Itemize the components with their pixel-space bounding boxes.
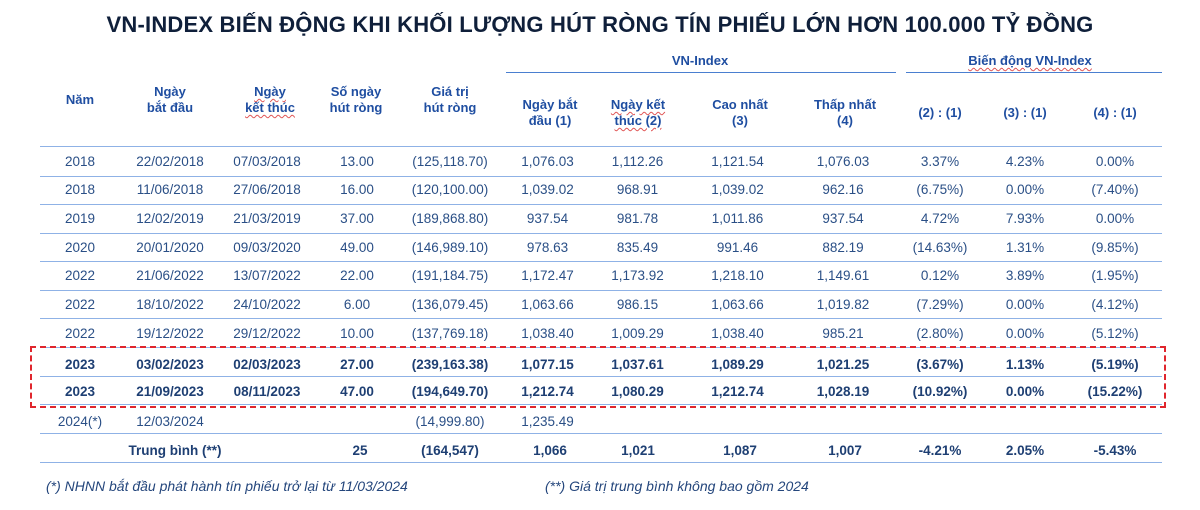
- cell-ngay-ket-thuc: 13/07/2022: [233, 268, 301, 283]
- cell-thap-nhat: 1,021.25: [816, 357, 870, 372]
- cell-nam: 2022: [64, 326, 96, 341]
- page-title: VN-INDEX BIẾN ĐỘNG KHI KHỐI LƯỢNG HÚT RÒNG TÍN PHIẾU LỚN HƠN 100.000 TỶ ĐỒNG: [106, 12, 1094, 37]
- highlight-box: [30, 346, 1166, 408]
- average-thap: 1,007: [828, 443, 862, 458]
- header-ratio-41: (4) : (1): [1093, 105, 1137, 120]
- cell-nam: 2023: [64, 384, 96, 399]
- cell-so-ngay: 27.00: [340, 357, 374, 372]
- cell-ratio-41: (9.85%): [1091, 240, 1139, 255]
- header-group-vnindex: VN-Index: [671, 53, 729, 68]
- average-r41: -5.43%: [1093, 443, 1137, 458]
- row-divider: [40, 290, 1162, 291]
- cell-thap-nhat: 1,019.82: [816, 297, 870, 312]
- row-divider: [40, 433, 1162, 434]
- cell-ngay-bat-dau: 12/03/2024: [136, 414, 204, 429]
- cell-ratio-31: 7.93%: [1005, 211, 1045, 226]
- cell-ngay-bat-dau: 18/10/2022: [136, 297, 204, 312]
- cell-vn-ngay-bat-dau: 1,076.03: [521, 154, 574, 169]
- header-ngay-bat-dau: Ngày bắt đầu: [146, 84, 194, 115]
- cell-cao-nhat: 1,121.54: [711, 154, 764, 169]
- cell-ratio-21: 0.12%: [920, 268, 960, 283]
- cell-ratio-41: (15.22%): [1087, 384, 1143, 399]
- average-cao: 1,087: [723, 443, 757, 458]
- cell-nam: 2018: [64, 182, 96, 197]
- cell-cao-nhat: 1,011.86: [711, 211, 764, 226]
- average-label: Trung bình (**): [128, 443, 222, 458]
- cell-ngay-bat-dau: 12/02/2019: [136, 211, 204, 226]
- cell-so-ngay: 10.00: [340, 326, 374, 341]
- cell-ngay-ket-thuc: 08/11/2023: [233, 384, 301, 399]
- cell-ngay-bat-dau: 20/01/2020: [136, 240, 204, 255]
- cell-thap-nhat: 1,149.61: [816, 268, 870, 283]
- cell-gia-tri: (191,184.75): [411, 268, 489, 283]
- cell-vn-ngay-bat-dau: 1,235.49: [521, 414, 574, 429]
- cell-thap-nhat: 1,076.03: [816, 154, 870, 169]
- cell-ratio-41: (5.12%): [1091, 326, 1139, 341]
- cell-vn-ngay-bat-dau: 1,077.15: [521, 357, 574, 372]
- cell-ngay-ket-thuc: 02/03/2023: [233, 357, 301, 372]
- cell-nam: 2024(*): [57, 414, 103, 429]
- header-nam: Năm: [65, 92, 95, 107]
- cell-vn-ngay-ket-thuc: 835.49: [616, 240, 659, 255]
- cell-ngay-ket-thuc: 09/03/2020: [233, 240, 301, 255]
- cell-ngay-ket-thuc: 29/12/2022: [233, 326, 301, 341]
- average-r31: 2.05%: [1005, 443, 1045, 458]
- cell-thap-nhat: 882.19: [822, 240, 864, 255]
- cell-gia-tri: (146,989.10): [411, 240, 489, 255]
- cell-ratio-21: (6.75%): [916, 182, 964, 197]
- cell-so-ngay: 37.00: [340, 211, 374, 226]
- cell-gia-tri: (137,769.18): [411, 326, 489, 341]
- cell-thap-nhat: 985.21: [822, 326, 864, 341]
- cell-so-ngay: 13.00: [340, 154, 374, 169]
- cell-so-ngay: 16.00: [340, 182, 374, 197]
- cell-ratio-41: (1.95%): [1091, 268, 1139, 283]
- row-divider: [40, 261, 1162, 262]
- average-vn-bd: 1,066: [533, 443, 567, 458]
- cell-ratio-31: 0.00%: [1005, 326, 1045, 341]
- cell-ngay-bat-dau: 11/06/2018: [136, 182, 204, 197]
- row-divider: [40, 204, 1162, 205]
- footnote-right: (**) Giá trị trung bình không bao gồm 2024: [545, 478, 809, 494]
- cell-ratio-31: 4.23%: [1005, 154, 1045, 169]
- group-line-vnindex: [506, 72, 896, 73]
- cell-ratio-41: (4.12%): [1091, 297, 1139, 312]
- average-vn-kt: 1,021: [621, 443, 655, 458]
- cell-ngay-ket-thuc: 24/10/2022: [233, 297, 301, 312]
- cell-ratio-31: 0.00%: [1005, 182, 1045, 197]
- cell-so-ngay: 47.00: [340, 384, 374, 399]
- cell-ratio-31: 3.89%: [1005, 268, 1045, 283]
- header-group-biendong: Biến động VN-Index: [968, 53, 1092, 68]
- cell-nam: 2020: [64, 240, 96, 255]
- header-ngay-ket-thuc: Ngày kết thúc: [245, 84, 295, 115]
- cell-vn-ngay-bat-dau: 1,038.40: [521, 326, 574, 341]
- cell-ngay-bat-dau: 03/02/2023: [136, 357, 204, 372]
- header-cao-nhat: Cao nhất (3): [712, 97, 768, 128]
- cell-vn-ngay-ket-thuc: 968.91: [616, 182, 659, 197]
- cell-thap-nhat: 1,028.19: [816, 384, 870, 399]
- group-line-biendong: [906, 72, 1162, 73]
- cell-ratio-41: (5.19%): [1091, 357, 1139, 372]
- cell-ratio-31: 1.31%: [1005, 240, 1045, 255]
- cell-ratio-21: 4.72%: [920, 211, 960, 226]
- average-gia-tri: (164,547): [421, 443, 479, 458]
- cell-ratio-21: (7.29%): [916, 297, 964, 312]
- row-divider-bottom: [40, 462, 1162, 463]
- cell-vn-ngay-ket-thuc: 1,009.29: [611, 326, 664, 341]
- cell-nam: 2022: [64, 297, 96, 312]
- cell-cao-nhat: 1,063.66: [711, 297, 764, 312]
- cell-cao-nhat: 1,038.40: [711, 326, 764, 341]
- cell-nam: 2023: [64, 357, 96, 372]
- cell-gia-tri: (239,163.38): [411, 357, 489, 372]
- cell-ngay-bat-dau: 19/12/2022: [136, 326, 204, 341]
- cell-cao-nhat: 991.46: [716, 240, 759, 255]
- row-divider: [40, 318, 1162, 319]
- cell-gia-tri: (14,999.80): [415, 414, 485, 429]
- cell-ngay-ket-thuc: 07/03/2018: [233, 154, 301, 169]
- cell-vn-ngay-ket-thuc: 986.15: [616, 297, 659, 312]
- cell-cao-nhat: 1,089.29: [711, 357, 764, 372]
- cell-vn-ngay-bat-dau: 1,172.47: [521, 268, 574, 283]
- cell-ratio-41: 0.00%: [1095, 211, 1135, 226]
- cell-ratio-21: (2.80%): [916, 326, 964, 341]
- cell-gia-tri: (194,649.70): [411, 384, 489, 399]
- cell-gia-tri: (120,100.00): [411, 182, 489, 197]
- cell-so-ngay: 22.00: [340, 268, 374, 283]
- cell-gia-tri: (189,868.80): [411, 211, 489, 226]
- cell-ratio-21: 3.37%: [920, 154, 960, 169]
- row-divider: [40, 233, 1162, 234]
- average-r21: -4.21%: [918, 443, 962, 458]
- cell-vn-ngay-bat-dau: 1,063.66: [521, 297, 574, 312]
- cell-so-ngay: 6.00: [343, 297, 371, 312]
- cell-vn-ngay-bat-dau: 1,212.74: [521, 384, 574, 399]
- cell-vn-ngay-ket-thuc: 981.78: [616, 211, 659, 226]
- row-divider: [40, 146, 1162, 147]
- cell-vn-ngay-bat-dau: 978.63: [526, 240, 569, 255]
- row-divider: [40, 176, 1162, 177]
- average-so-ngay: 25: [352, 443, 368, 458]
- cell-ratio-21: (10.92%): [912, 384, 968, 399]
- cell-cao-nhat: 1,039.02: [711, 182, 764, 197]
- cell-vn-ngay-ket-thuc: 1,037.61: [611, 357, 664, 372]
- header-so-ngay: Số ngày hút ròng: [329, 84, 383, 115]
- cell-vn-ngay-ket-thuc: 1,173.92: [611, 268, 664, 283]
- cell-thap-nhat: 962.16: [822, 182, 864, 197]
- header-thap-nhat: Thấp nhất (4): [813, 97, 877, 128]
- cell-gia-tri: (136,079.45): [411, 297, 489, 312]
- cell-cao-nhat: 1,218.10: [711, 268, 764, 283]
- cell-ratio-41: 0.00%: [1095, 154, 1135, 169]
- cell-so-ngay: 49.00: [340, 240, 374, 255]
- cell-vn-ngay-bat-dau: 937.54: [526, 211, 569, 226]
- cell-ratio-31: 0.00%: [1005, 384, 1045, 399]
- cell-nam: 2018: [64, 154, 96, 169]
- footnote-left: (*) NHNN bắt đầu phát hành tín phiếu trở lại từ 11/03/2024: [46, 478, 408, 494]
- header-vn-ngay-ket-thuc: Ngày kết thúc (2): [610, 97, 666, 128]
- cell-vn-ngay-ket-thuc: 1,112.26: [611, 154, 664, 169]
- cell-thap-nhat: 937.54: [822, 211, 864, 226]
- cell-ngay-bat-dau: 22/02/2018: [136, 154, 204, 169]
- header-ratio-31: (3) : (1): [1003, 105, 1047, 120]
- cell-ratio-31: 1.13%: [1005, 357, 1045, 372]
- cell-ratio-31: 0.00%: [1005, 297, 1045, 312]
- cell-vn-ngay-bat-dau: 1,039.02: [521, 182, 574, 197]
- cell-nam: 2019: [64, 211, 96, 226]
- cell-nam: 2022: [64, 268, 96, 283]
- cell-ngay-ket-thuc: 27/06/2018: [233, 182, 301, 197]
- cell-ratio-21: (3.67%): [916, 357, 964, 372]
- cell-ngay-ket-thuc: 21/03/2019: [233, 211, 301, 226]
- header-ratio-21: (2) : (1): [918, 105, 962, 120]
- cell-ratio-21: (14.63%): [912, 240, 968, 255]
- cell-ngay-bat-dau: 21/09/2023: [136, 384, 204, 399]
- cell-gia-tri: (125,118.70): [412, 154, 488, 169]
- header-vn-ngay-bat-dau: Ngày bắt đầu (1): [522, 97, 578, 128]
- cell-ngay-bat-dau: 21/06/2022: [136, 268, 204, 283]
- cell-vn-ngay-ket-thuc: 1,080.29: [611, 384, 664, 399]
- header-gia-tri: Giá trị hút ròng: [423, 84, 477, 115]
- cell-ratio-41: (7.40%): [1091, 182, 1139, 197]
- cell-cao-nhat: 1,212.74: [711, 384, 764, 399]
